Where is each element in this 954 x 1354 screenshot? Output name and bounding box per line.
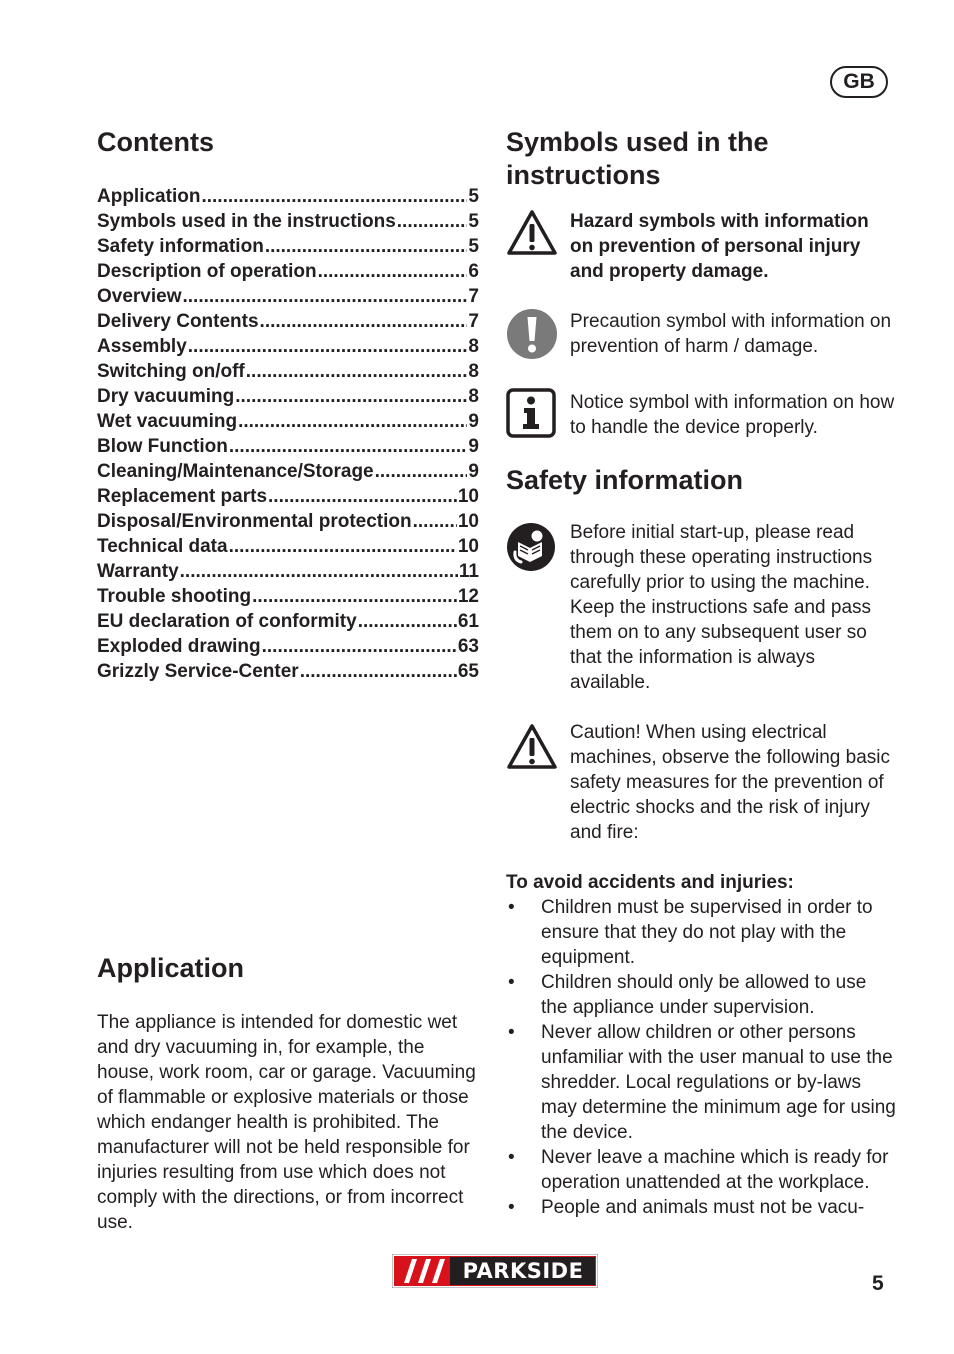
toc-item-label: Grizzly Service-Center xyxy=(97,661,299,682)
toc-leader xyxy=(183,284,468,309)
toc-item-label: Overview xyxy=(97,286,182,307)
toc-item-page: 10 xyxy=(457,511,479,532)
bullet-text: Children should only be allowed to use the appliance under supervision. xyxy=(541,972,867,1018)
toc-item-page: 5 xyxy=(468,186,479,207)
toc-item-page: 8 xyxy=(468,361,479,382)
toc-leader xyxy=(318,259,468,284)
caution-text: Caution! When using electrical machines, observe the following basic safety measures for the prevention of electric shocks and the risk of injury and fire: xyxy=(570,722,891,843)
toc-item-page: 10 xyxy=(457,486,479,507)
toc-leader xyxy=(180,559,458,584)
notice-symbol-text: Notice symbol with information on how to handle the device properly. xyxy=(570,392,895,438)
toc-item[interactable] xyxy=(97,334,479,359)
toc-item-label: Switching on/off xyxy=(97,361,245,382)
toc-item-page: 61 xyxy=(457,611,479,632)
toc-item[interactable] xyxy=(97,459,479,484)
toc-item-label: Blow Function xyxy=(97,436,228,457)
toc-item[interactable] xyxy=(97,309,479,334)
toc-leader xyxy=(375,459,468,484)
list-item xyxy=(506,970,896,1020)
notice-symbol-row xyxy=(506,390,896,443)
list-item xyxy=(506,1020,896,1145)
avoid-accidents-heading: To avoid accidents and injuries: xyxy=(506,872,794,893)
toc-item[interactable] xyxy=(97,584,479,609)
toc-leader xyxy=(201,184,467,209)
toc-item-page: 6 xyxy=(468,261,479,282)
toc-item[interactable] xyxy=(97,284,479,309)
toc-item[interactable] xyxy=(97,234,479,259)
toc-item-page: 5 xyxy=(468,211,479,232)
toc-item[interactable] xyxy=(97,484,479,509)
parkside-logo xyxy=(392,1254,598,1288)
toc-item-label: Dry vacuuming xyxy=(97,386,235,407)
toc-item[interactable] xyxy=(97,184,479,209)
bullet-dot: • xyxy=(508,897,515,918)
read-manual-text: Before initial start-up, please read through these operating instructions carefully prior to using the machine. Keep the instructions safe and pass them on to any subsequent user so that the information is always available. xyxy=(570,522,873,693)
toc-item-label: Wet vacuuming xyxy=(97,411,238,432)
toc-leader xyxy=(188,334,468,359)
caution-row xyxy=(506,720,896,845)
application-section xyxy=(97,952,482,1235)
toc-item[interactable] xyxy=(97,359,479,384)
read-manual-row xyxy=(506,520,896,695)
toc-item-label: Cleaning/Maintenance/Storage xyxy=(97,461,374,482)
toc-item-label: Replacement parts xyxy=(97,486,268,507)
language-badge: GB xyxy=(830,66,888,98)
toc-item-page: 8 xyxy=(468,386,479,407)
toc-item-page: 5 xyxy=(468,236,479,257)
toc-item-label: EU declaration of conformity xyxy=(97,611,357,632)
symbols-and-safety xyxy=(506,126,896,1220)
toc-leader xyxy=(229,434,468,459)
toc-item[interactable] xyxy=(97,209,479,234)
read-manual-icon xyxy=(506,520,570,577)
toc-item-label: Description of operation xyxy=(97,261,317,282)
toc-leader xyxy=(260,309,468,334)
table-of-contents xyxy=(97,184,479,684)
toc-leader xyxy=(235,384,467,409)
bullet-text: Never allow children or other persons unfamiliar with the user manual to use the shredder. Local regulations or by-laws may determine the minimum age for using the device. xyxy=(541,1022,896,1143)
info-box-icon xyxy=(506,390,570,443)
toc-item-page: 65 xyxy=(457,661,479,682)
toc-leader xyxy=(252,584,457,609)
toc-leader xyxy=(268,484,457,509)
toc-item[interactable] xyxy=(97,559,479,584)
toc-item-page: 63 xyxy=(457,636,479,657)
contents-heading: Contents xyxy=(97,127,214,157)
toc-item-page: 12 xyxy=(457,586,479,607)
toc-leader xyxy=(246,359,468,384)
toc-item[interactable] xyxy=(97,509,479,534)
toc-item[interactable] xyxy=(97,609,479,634)
toc-item-page: 7 xyxy=(468,286,479,307)
list-item xyxy=(506,1195,896,1220)
toc-leader xyxy=(262,634,457,659)
brand-name: PARKSIDE xyxy=(462,1259,584,1283)
toc-item[interactable] xyxy=(97,634,479,659)
toc-item-page: 9 xyxy=(468,411,479,432)
bullet-text: Never leave a machine which is ready for operation unattended at the workplace. xyxy=(541,1147,889,1193)
toc-item-label: Exploded drawing xyxy=(97,636,261,657)
toc-item-page: 11 xyxy=(458,561,479,582)
symbols-heading: Symbols used in the instructions xyxy=(506,127,769,190)
toc-item-label: Application xyxy=(97,186,201,207)
toc-leader xyxy=(397,209,468,234)
toc-item-label: Safety information xyxy=(97,236,264,257)
bullet-dot: • xyxy=(508,972,515,993)
toc-item[interactable] xyxy=(97,259,479,284)
toc-leader xyxy=(413,509,457,534)
application-heading: Application xyxy=(97,953,244,983)
toc-leader xyxy=(229,534,457,559)
toc-item-page: 10 xyxy=(457,536,479,557)
toc-item-label: Assembly xyxy=(97,336,187,357)
application-text: The appliance is intended for domestic wet and dry vacuuming in, for example, the house, work room, car or garage. Vacuuming of flammable or explosive materials or those which endanger health is prohibited. The manufacturer will not be held responsible for injuries resulting from use which does not comply with the directions, or from incorrect use. xyxy=(97,1012,476,1233)
exclamation-circle-icon xyxy=(506,309,570,365)
warning-triangle-icon xyxy=(506,209,570,262)
toc-item-label: Delivery Contents xyxy=(97,311,259,332)
toc-leader xyxy=(238,409,467,434)
toc-item-page: 9 xyxy=(468,436,479,457)
bullet-dot: • xyxy=(508,1147,515,1168)
toc-item-label: Symbols used in the instructions xyxy=(97,211,396,232)
toc-item[interactable] xyxy=(97,384,479,409)
precaution-symbol-text: Precaution symbol with information on prevention of harm / damage. xyxy=(570,311,892,357)
toc-item-page: 9 xyxy=(468,461,479,482)
bullet-text: People and animals must not be vacu- xyxy=(541,1197,865,1218)
toc-item[interactable] xyxy=(97,659,479,684)
page-number: 5 xyxy=(872,1272,884,1295)
list-item xyxy=(506,895,896,970)
warning-triangle-icon xyxy=(506,720,570,776)
hazard-symbol-row xyxy=(506,209,896,284)
toc-leader xyxy=(358,609,457,634)
toc-item[interactable] xyxy=(97,534,479,559)
toc-item-label: Disposal/Environmental protection xyxy=(97,511,412,532)
toc-leader xyxy=(300,659,457,684)
list-item xyxy=(506,1145,896,1195)
toc-item-page: 7 xyxy=(468,311,479,332)
bullet-dot: • xyxy=(508,1197,515,1218)
safety-bullet-list xyxy=(506,895,896,1220)
precaution-symbol-row xyxy=(506,309,896,365)
toc-leader xyxy=(265,234,468,259)
toc-item-label: Trouble shooting xyxy=(97,586,252,607)
bullet-text: Children must be supervised in order to ensure that they do not play with the equipment. xyxy=(541,897,873,968)
safety-heading: Safety information xyxy=(506,465,744,495)
hazard-symbol-text: Hazard symbols with information on prevention of personal injury and property damage. xyxy=(570,211,869,282)
toc-item-label: Technical data xyxy=(97,536,228,557)
toc-item-page: 8 xyxy=(468,336,479,357)
contents-section xyxy=(97,126,479,684)
bullet-dot: • xyxy=(508,1022,515,1043)
toc-item[interactable] xyxy=(97,409,479,434)
toc-item[interactable] xyxy=(97,434,479,459)
toc-item-label: Warranty xyxy=(97,561,179,582)
